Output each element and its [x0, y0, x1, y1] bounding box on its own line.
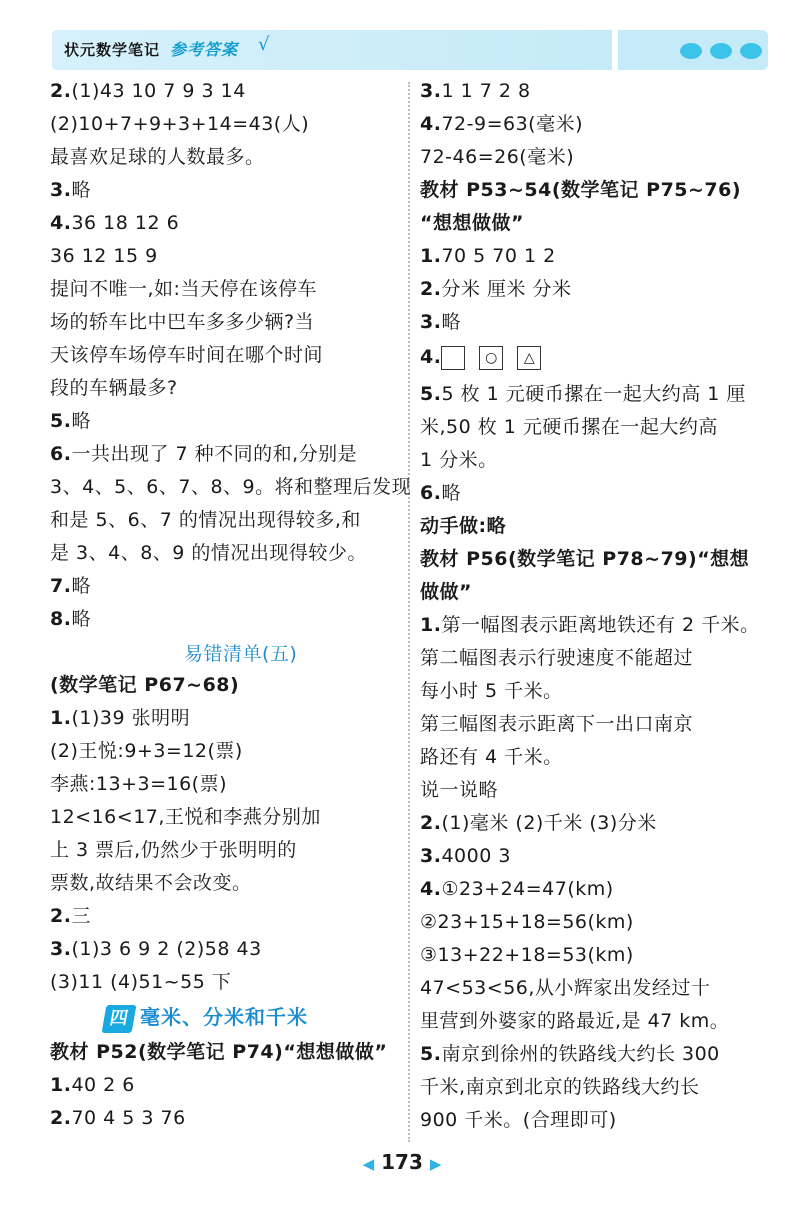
answer-text: 900 千米。(合理即可): [420, 1109, 617, 1131]
answer-line: [420, 447, 498, 473]
chapter-badge: 四: [102, 1005, 137, 1033]
answer-text: 1 分米。: [420, 449, 498, 471]
answer-line: [420, 480, 461, 506]
answer-line: [50, 474, 411, 500]
answer-line: [50, 705, 190, 731]
answer-line: [50, 606, 91, 632]
answer-line: [420, 744, 563, 770]
item-number: 3.: [420, 80, 442, 102]
answer-line: [420, 276, 572, 302]
answer-text: 40 2 6: [71, 1074, 135, 1096]
answer-line: [420, 513, 506, 539]
answer-line: [420, 243, 556, 269]
answer-text: 72-46=26(毫米): [420, 146, 575, 168]
answer-label: 参考答案: [170, 40, 239, 59]
section-title: 易错清单(五): [184, 643, 298, 665]
answer-line: [50, 375, 178, 401]
answer-line: [420, 1041, 720, 1067]
answer-text: 第一幅图表示距离地铁还有 2 千米。: [441, 614, 760, 636]
answer-text: 天该停车场停车时间在哪个时间: [50, 344, 324, 366]
answer-line: [420, 711, 693, 737]
page-number-text: 173: [381, 1150, 423, 1174]
answer-line: [50, 1039, 387, 1065]
answer-text: ①23+24=47(km): [441, 878, 614, 900]
answer-text: 略: [71, 179, 91, 201]
answer-line: [50, 573, 91, 599]
answer-line: [420, 579, 472, 605]
answer-text: 教材 P52(数学笔记 P74)“想想做做”: [50, 1041, 388, 1063]
answer-text: 略: [441, 482, 461, 504]
answer-text: 千米,南京到北京的铁路线大约长: [420, 1076, 700, 1098]
left-arrow-icon: ◀: [362, 1155, 375, 1173]
page-header: [52, 30, 768, 70]
answer-line: [50, 771, 227, 797]
answer-line: [50, 144, 265, 170]
answer-text: (1)毫米 (2)千米 (3)分米: [441, 812, 657, 834]
answer-line: [50, 870, 252, 896]
answer-text: 里营到外婆家的路最近,是 47 km。: [420, 1010, 730, 1032]
answer-line: [50, 177, 91, 203]
shapes-answer-line: [420, 344, 555, 370]
answer-text: 分米 厘米 分米: [441, 278, 572, 300]
answer-line: [420, 645, 693, 671]
answer-text: 最喜欢足球的人数最多。: [50, 146, 265, 168]
answer-line: [50, 309, 314, 335]
answer-line: [420, 678, 563, 704]
item-number: 6.: [50, 443, 72, 465]
answer-text: 72-9=63(毫米): [441, 113, 583, 135]
answer-line: [50, 210, 179, 236]
shape-symbol: △: [523, 349, 536, 366]
answer-line: [420, 942, 634, 968]
item-number: 2.: [50, 905, 72, 927]
item-number: 7.: [50, 575, 72, 597]
answer-line: [420, 843, 511, 869]
answer-text: 上 3 票后,仍然少于张明明的: [50, 839, 297, 861]
answer-line: [50, 342, 323, 368]
answer-line: [420, 1074, 700, 1100]
answer-line: [420, 546, 749, 572]
page-number: [362, 1150, 442, 1174]
item-number: 1.: [420, 614, 442, 636]
answer-text: “想想做做”: [420, 212, 524, 234]
answer-line: [50, 507, 361, 533]
answer-line: [50, 837, 297, 863]
answer-line: [50, 243, 158, 269]
shape-symbol: ○: [485, 349, 498, 366]
answer-line: [50, 903, 91, 929]
answer-line: [420, 975, 710, 1001]
item-number: 3.: [50, 179, 72, 201]
item-number: 4.: [420, 878, 442, 900]
item-number: 6.: [420, 482, 442, 504]
answer-text: 一共出现了 7 种不同的和,分别是: [71, 443, 358, 465]
answer-text: 和是 5、6、7 的情况出现得较多,和: [50, 509, 361, 531]
answer-text: ②23+15+18=56(km): [420, 911, 634, 933]
item-number: 3.: [420, 845, 442, 867]
answer-line: [50, 1105, 186, 1131]
answer-text: (1)3 6 9 2 (2)58 43: [71, 938, 262, 960]
answer-text: 略: [71, 608, 91, 630]
answer-text: 4000 3: [441, 845, 511, 867]
item-number: 3.: [50, 938, 72, 960]
answer-line: [420, 309, 461, 335]
chapter-title: 毫米、分米和千米: [140, 1005, 308, 1029]
column-divider: [408, 82, 410, 1142]
answer-line: [50, 738, 243, 764]
answer-line: [50, 672, 239, 698]
answer-text: 说一说略: [420, 779, 499, 801]
dot-icon: [680, 43, 702, 59]
header-decoration: [618, 30, 768, 70]
answer-line: [420, 381, 746, 407]
answer-text: 做做”: [420, 581, 472, 603]
answer-line: [50, 540, 367, 566]
answer-line: [50, 804, 321, 830]
answer-line: [50, 276, 317, 302]
item-number: 2.: [50, 1107, 72, 1129]
item-number: 8.: [50, 608, 72, 630]
answer-text: 1 1 7 2 8: [441, 80, 531, 102]
header-bar: [52, 30, 612, 70]
answer-text: 米,50 枚 1 元硬币摞在一起大约高: [420, 416, 718, 438]
answer-line: [420, 177, 741, 203]
answer-text: 70 4 5 3 76: [71, 1107, 186, 1129]
answer-text: 3、4、5、6、7、8、9。将和整理后发现: [50, 476, 412, 498]
item-number: 4.: [50, 212, 72, 234]
answer-line: [50, 441, 357, 467]
item-number: 2.: [420, 812, 442, 834]
answer-line: [50, 78, 246, 104]
answer-text: 5 枚 1 元硬币摞在一起大约高 1 厘: [441, 383, 746, 405]
item-number: 2.: [420, 278, 442, 300]
answer-text: (数学笔记 P67~68): [50, 674, 240, 696]
item-number: 4.: [420, 113, 442, 135]
answer-text: 第二幅图表示行驶速度不能超过: [420, 647, 694, 669]
square-box: [441, 346, 465, 370]
triangle-box: [517, 346, 541, 370]
item-number: 5.: [420, 1043, 442, 1065]
item-number: 1.: [420, 245, 442, 267]
answer-line: [420, 210, 524, 236]
answer-line: [420, 1107, 617, 1133]
answer-text: 南京到徐州的铁路线大约长 300: [441, 1043, 720, 1065]
answer-text: 教材 P53~54(数学笔记 P75~76): [420, 179, 742, 201]
answer-text: 略: [71, 410, 91, 432]
shape-symbol: [442, 347, 464, 369]
answer-line: [420, 414, 718, 440]
answer-text: ③13+22+18=53(km): [420, 944, 634, 966]
answer-text: 段的车辆最多?: [50, 377, 178, 399]
answer-line: [420, 78, 531, 104]
item-number: 1.: [50, 1074, 72, 1096]
answer-text: (1)43 10 7 9 3 14: [71, 80, 246, 102]
dot-icon: [710, 43, 732, 59]
answer-line: [420, 1008, 729, 1034]
answer-text: 36 18 12 6: [71, 212, 180, 234]
answer-text: 略: [441, 311, 461, 333]
answer-text: 动手做:略: [420, 515, 507, 537]
answer-line: [420, 777, 498, 803]
answer-text: 三: [71, 905, 91, 927]
answer-text: 场的轿车比中巴车多多少辆?当: [50, 311, 315, 333]
answer-text: 路还有 4 千米。: [420, 746, 563, 768]
answer-line: [50, 969, 231, 995]
answer-text: 70 5 70 1 2: [441, 245, 556, 267]
answer-text: (2)王悦:9+3=12(票): [50, 740, 243, 762]
answer-text: 36 12 15 9: [50, 245, 158, 267]
answer-line: [420, 876, 614, 902]
answer-line: [50, 111, 309, 137]
item-number: 4.: [420, 346, 442, 368]
answer-line: [420, 144, 574, 170]
answer-text: 教材 P56(数学笔记 P78~79)“想想: [420, 548, 750, 570]
answer-text: 12<16<17,王悦和李燕分别加: [50, 806, 321, 828]
answer-text: 47<53<56,从小辉家出发经过十: [420, 977, 711, 999]
answer-line: [420, 810, 657, 836]
answer-text: (3)11 (4)51~55 下: [50, 971, 232, 993]
item-number: 1.: [50, 707, 72, 729]
book-title: 状元数学笔记: [64, 41, 161, 59]
answer-text: 提问不唯一,如:当天停在该停车: [50, 278, 317, 300]
answer-text: 第三幅图表示距离下一出口南京: [420, 713, 694, 735]
answer-line: [50, 936, 262, 962]
answer-text: 略: [71, 575, 91, 597]
item-number: 5.: [420, 383, 442, 405]
answer-text: (1)39 张明明: [71, 707, 191, 729]
answer-line: [420, 612, 760, 638]
right-arrow-icon: ▶: [429, 1155, 442, 1173]
item-number: 3.: [420, 311, 442, 333]
answer-line: [420, 111, 583, 137]
answer-text: 李燕:13+3=16(票): [50, 773, 228, 795]
answer-line: [50, 1072, 135, 1098]
answer-text: 票数,故结果不会改变。: [50, 872, 252, 894]
answer-line: [50, 408, 91, 434]
item-number: 5.: [50, 410, 72, 432]
dot-icon: [740, 43, 762, 59]
answer-text: 是 3、4、8、9 的情况出现得较少。: [50, 542, 367, 564]
chapter-heading: [104, 1004, 308, 1033]
item-number: 2.: [50, 80, 72, 102]
answer-text: 每小时 5 千米。: [420, 680, 563, 702]
answer-line: [420, 909, 634, 935]
check-icon: √: [258, 34, 270, 55]
circle-box: [479, 346, 503, 370]
answer-text: (2)10+7+9+3+14=43(人): [50, 113, 310, 135]
